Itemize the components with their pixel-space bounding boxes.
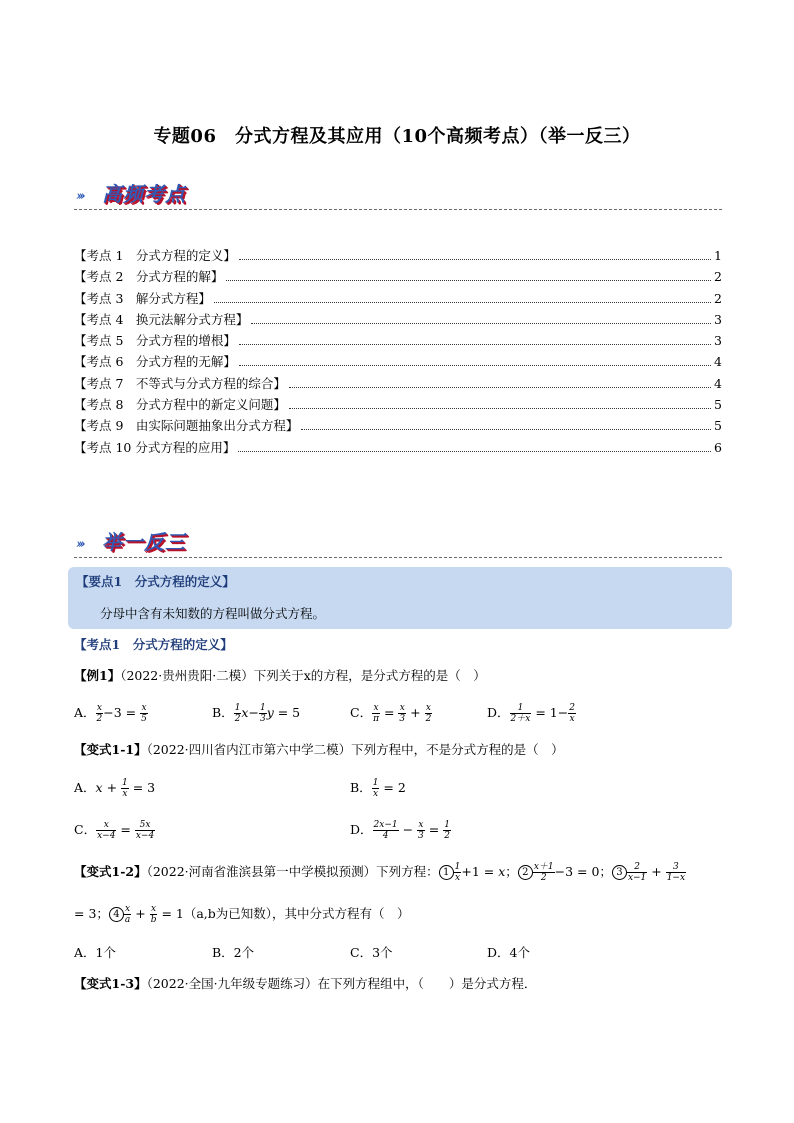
- keypoint-box: [68, 567, 732, 629]
- question-text: （2022·贵州贵阳·二模）下列关于x的方程，是分式方程的是（ ）: [120, 668, 486, 683]
- note: （a,b为已知数）: [183, 906, 273, 921]
- question-tail: ，其中分式方程有（ ）: [272, 906, 410, 921]
- toc-item[interactable]: 【考点 4 换元法解分式方程】 3: [74, 311, 722, 327]
- banner-label: 高频考点: [102, 182, 186, 206]
- toc-item[interactable]: 【考点 1 分式方程的定义】 1: [74, 248, 722, 263]
- page-title: 专题06 分式方程及其应用（10个高频考点）（举一反三）: [153, 126, 641, 147]
- option-c[interactable]: C．3个: [350, 945, 393, 960]
- question-tag: 【变式1-1】: [74, 742, 147, 757]
- toc-item[interactable]: 【考点 9 由实际问题抽象出分式方程】 5: [74, 418, 722, 434]
- toc-item[interactable]: 【考点 6 分式方程的无解】 4: [74, 354, 722, 370]
- question-text: （2022·河南省淮滨县第一中学模拟预测）下列方程：: [146, 864, 439, 879]
- option-a[interactable]: A．x + $\frac{1}{x}$ = 3: [74, 778, 156, 799]
- toc-item[interactable]: 【考点 7 不等式与分式方程的综合】 4: [74, 375, 722, 391]
- variant-1-3: [74, 974, 724, 994]
- question-tag: 【例1】: [74, 668, 121, 683]
- option-a[interactable]: A．1个: [74, 945, 116, 960]
- divider: [74, 209, 722, 210]
- variant-1-1: [74, 740, 724, 760]
- question-tag: 【变式1-3】: [74, 976, 147, 991]
- option-d[interactable]: D．4个: [487, 945, 530, 960]
- keypoint-heading: 【要点1 分式方程的定义】: [76, 574, 235, 589]
- option-c[interactable]: C． $\frac{x}{\pi}$ = $\frac{x}{3}$ + $\frac{x}{2}$: [350, 703, 432, 724]
- toc-item[interactable]: 【考点 2 分式方程的解】 2: [74, 269, 722, 285]
- table-of-contents: [74, 246, 722, 459]
- toc-item[interactable]: 【考点 10 分式方程的应用】 6: [74, 439, 722, 455]
- option-b[interactable]: B． $\frac{1}{x}$ = 2: [350, 778, 406, 799]
- variant-1-2-line2: = 3； 4 $\frac{x}{a}$ + $\frac{x}{b}$ = 1（a,b为已知数），其中分式方程有（ ）: [74, 904, 410, 925]
- section-banner-high-frequency: [74, 176, 722, 210]
- question-text: （2022·四川省内江市第六中学二模）下列方程中，不是分式方程的是（ ）: [146, 742, 564, 757]
- toc-item[interactable]: 【考点 8 分式方程中的新定义问题】 5: [74, 397, 722, 413]
- toc-item[interactable]: 【考点 3 解分式方程】 2: [74, 290, 722, 306]
- divider: [74, 557, 722, 558]
- arrows-icon: ›››: [76, 189, 83, 204]
- kaodian-heading: 【考点1 分式方程的定义】: [74, 637, 233, 652]
- option-b[interactable]: B． $\frac{1}{2}$ x− $\frac{1}{3}$ y = 5: [212, 703, 301, 724]
- question-text: （2022·全国·九年级专题练习）在下列方程组中，（ ）是分式方程．: [146, 976, 537, 991]
- option-a[interactable]: A． $\frac{x}{2}$ −3 = $\frac{x}{5}$: [74, 703, 147, 724]
- arrows-icon: ›››: [76, 537, 83, 552]
- option-d[interactable]: D． $\frac{2x-1}{4}$ − $\frac{x}{3}$ = $\frac{1}{2}$: [350, 820, 450, 841]
- variant-1-2: 【变式1-2】（2022·河南省淮滨县第一中学模拟预测）下列方程： 1 $\frac{1}{x}$ +1 = x； 2 $\frac{x+1}{2}$ −3 = 0； 3 $\frac{2}{x-1}$ + $\frac{3}{1-x}$: [74, 862, 686, 883]
- option-b[interactable]: B．2个: [212, 945, 255, 960]
- example-1: [74, 666, 724, 686]
- section-banner-examples: [74, 524, 722, 558]
- option-d[interactable]: D． $\frac{1}{2+x}$ = 1− $\frac{2}{x}$: [487, 703, 575, 724]
- toc-item[interactable]: 【考点 5 分式方程的增根】 3: [74, 333, 722, 349]
- banner-label: 举一反三: [102, 530, 186, 554]
- keypoint-body: 分母中含有未知数的方程叫做分式方程。: [100, 606, 326, 621]
- question-tag: 【变式1-2】: [74, 864, 147, 879]
- option-c[interactable]: C． $\frac{x}{x-4}$ = $\frac{5x}{x-4}$: [74, 820, 155, 841]
